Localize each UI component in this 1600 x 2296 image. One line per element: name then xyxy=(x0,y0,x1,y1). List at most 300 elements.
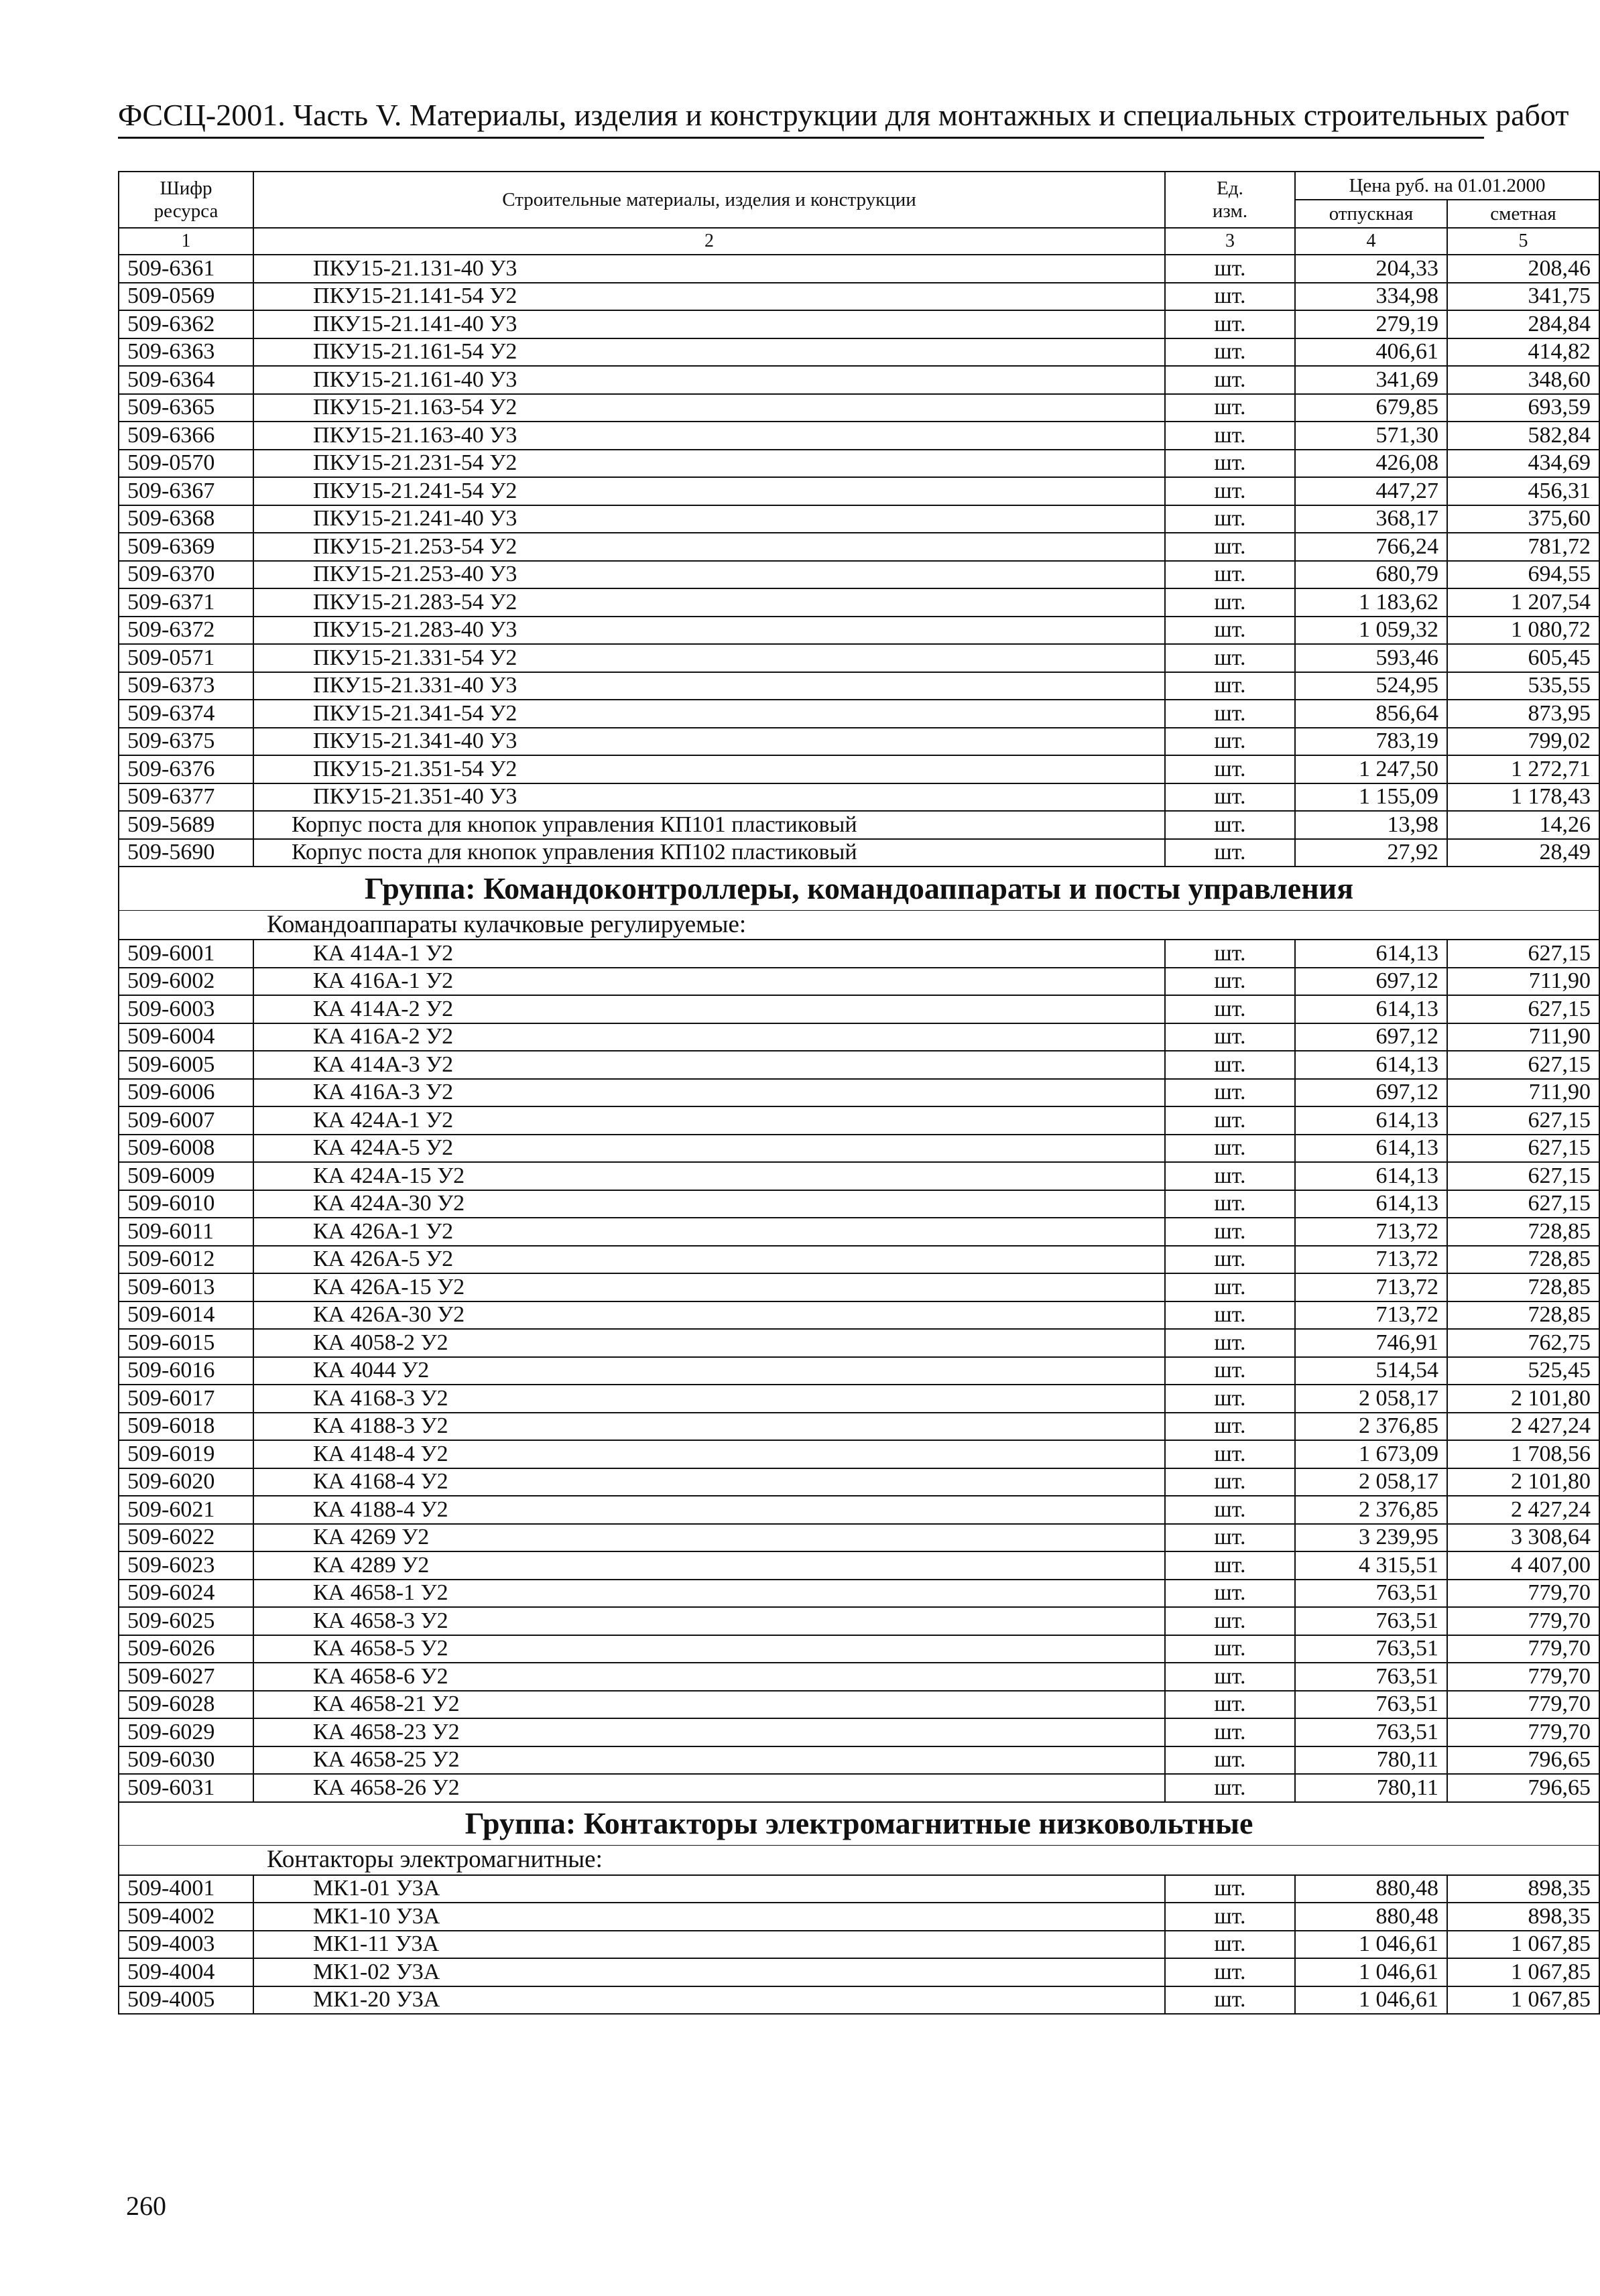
column-number: 3 xyxy=(1165,228,1295,255)
price-release-cell: 2 058,17 xyxy=(1295,1468,1447,1496)
price-release-cell: 614,13 xyxy=(1295,1106,1447,1135)
price-estimate-cell: 627,15 xyxy=(1447,1190,1599,1218)
item-name-cell: ПКУ15-21.331-54 У2 xyxy=(253,644,1165,672)
item-name-cell: КА 426А-5 У2 xyxy=(253,1246,1165,1274)
item-name-cell: МК1-11 У3А xyxy=(253,1931,1165,1959)
price-release-cell: 2 376,85 xyxy=(1295,1413,1447,1441)
resource-code-cell: 509-6372 xyxy=(119,617,253,645)
table-row xyxy=(119,1357,1599,1385)
price-release-cell: 571,30 xyxy=(1295,422,1447,450)
price-release-cell: 763,51 xyxy=(1295,1580,1447,1608)
price-release-cell: 1 673,09 xyxy=(1295,1440,1447,1468)
price-release-cell: 1 046,61 xyxy=(1295,1958,1447,1986)
resource-code-cell: 509-6012 xyxy=(119,1246,253,1274)
item-name-cell: МК1-20 У3А xyxy=(253,1986,1165,2015)
resource-code-cell: 509-6004 xyxy=(119,1023,253,1051)
unit-cell: шт. xyxy=(1165,310,1295,338)
price-estimate-cell: 28,49 xyxy=(1447,839,1599,867)
unit-cell: шт. xyxy=(1165,477,1295,505)
price-estimate-cell: 781,72 xyxy=(1447,533,1599,561)
price-release-cell: 426,08 xyxy=(1295,450,1447,478)
item-name-cell: МК1-10 У3А xyxy=(253,1903,1165,1931)
item-name-cell: КА 4188-4 У2 xyxy=(253,1496,1165,1524)
price-estimate-cell: 728,85 xyxy=(1447,1301,1599,1330)
item-name-cell: ПКУ15-21.163-54 У2 xyxy=(253,394,1165,422)
unit-cell: шт. xyxy=(1165,1079,1295,1107)
item-name-cell: КА 416А-3 У2 xyxy=(253,1079,1165,1107)
unit-cell: шт. xyxy=(1165,1875,1295,1903)
resource-code-cell: 509-6002 xyxy=(119,968,253,996)
unit-cell: шт. xyxy=(1165,968,1295,996)
price-estimate-cell: 779,70 xyxy=(1447,1607,1599,1635)
price-estimate-cell: 1 207,54 xyxy=(1447,588,1599,617)
price-release-cell: 334,98 xyxy=(1295,283,1447,311)
price-estimate-cell: 779,70 xyxy=(1447,1635,1599,1663)
unit-cell: шт. xyxy=(1165,1607,1295,1635)
price-estimate-cell: 1 708,56 xyxy=(1447,1440,1599,1468)
table-row xyxy=(119,1023,1599,1051)
table-row xyxy=(119,1079,1599,1107)
resource-code-cell: 509-6005 xyxy=(119,1051,253,1079)
price-table xyxy=(118,171,1600,2015)
page-header-title: ФССЦ-2001. Часть V. Материалы, изделия и конструкции для монтажных и специальных строительных работ xyxy=(118,98,1569,132)
price-release-cell: 880,48 xyxy=(1295,1875,1447,1903)
price-release-cell: 2 058,17 xyxy=(1295,1385,1447,1413)
table-row xyxy=(119,1580,1599,1608)
column-number: 1 xyxy=(119,228,253,255)
price-estimate-cell: 348,60 xyxy=(1447,366,1599,394)
unit-cell: шт. xyxy=(1165,422,1295,450)
subgroup-heading-row xyxy=(119,1846,1599,1875)
price-release-cell: 593,46 xyxy=(1295,644,1447,672)
resource-code-cell: 509-6009 xyxy=(119,1162,253,1190)
table-row xyxy=(119,1746,1599,1775)
price-release-cell: 763,51 xyxy=(1295,1635,1447,1663)
item-name-cell: ПКУ15-21.141-40 У3 xyxy=(253,310,1165,338)
price-release-cell: 1 183,62 xyxy=(1295,588,1447,617)
resource-code-cell: 509-6031 xyxy=(119,1774,253,1802)
item-name-cell: КА 414А-1 У2 xyxy=(253,940,1165,968)
header-rule xyxy=(118,137,1484,139)
item-name-cell: КА 4658-6 У2 xyxy=(253,1663,1165,1691)
resource-code-cell: 509-6377 xyxy=(119,783,253,812)
item-name-cell: МК1-02 У3А xyxy=(253,1958,1165,1986)
unit-cell: шт. xyxy=(1165,1301,1295,1330)
resource-code-cell: 509-6007 xyxy=(119,1106,253,1135)
price-estimate-cell: 728,85 xyxy=(1447,1246,1599,1274)
price-release-cell: 614,13 xyxy=(1295,995,1447,1023)
resource-code-cell: 509-6017 xyxy=(119,1385,253,1413)
price-release-cell: 697,12 xyxy=(1295,1079,1447,1107)
resource-code-cell: 509-6028 xyxy=(119,1691,253,1719)
item-name-cell: КА 4658-5 У2 xyxy=(253,1635,1165,1663)
column-number: 2 xyxy=(253,228,1165,255)
resource-code-cell: 509-6008 xyxy=(119,1135,253,1163)
table-row xyxy=(119,1986,1599,2015)
unit-cell: шт. xyxy=(1165,811,1295,839)
item-name-cell: ПКУ15-21.241-54 У2 xyxy=(253,477,1165,505)
unit-cell: шт. xyxy=(1165,255,1295,283)
price-release-cell: 614,13 xyxy=(1295,1162,1447,1190)
unit-cell: шт. xyxy=(1165,1246,1295,1274)
resource-code-cell: 509-6015 xyxy=(119,1329,253,1357)
price-release-cell: 1 247,50 xyxy=(1295,755,1447,783)
column-header-price-group: Цена руб. на 01.01.2000 xyxy=(1295,172,1599,200)
price-estimate-cell: 694,55 xyxy=(1447,561,1599,589)
unit-cell: шт. xyxy=(1165,1746,1295,1775)
price-release-cell: 614,13 xyxy=(1295,1135,1447,1163)
item-name-cell: КА 424А-1 У2 xyxy=(253,1106,1165,1135)
resource-code-cell: 509-6001 xyxy=(119,940,253,968)
table-row xyxy=(119,1607,1599,1635)
unit-cell: шт. xyxy=(1165,283,1295,311)
item-name-cell: ПКУ15-21.231-54 У2 xyxy=(253,450,1165,478)
table-row xyxy=(119,839,1599,867)
price-estimate-cell: 796,65 xyxy=(1447,1746,1599,1775)
price-release-cell: 697,12 xyxy=(1295,1023,1447,1051)
resource-code-cell: 509-6023 xyxy=(119,1551,253,1580)
table-row xyxy=(119,1106,1599,1135)
table-row xyxy=(119,394,1599,422)
item-name-cell: КА 4658-23 У2 xyxy=(253,1718,1165,1746)
resource-code-cell: 509-6024 xyxy=(119,1580,253,1608)
price-release-cell: 27,92 xyxy=(1295,839,1447,867)
price-release-cell: 341,69 xyxy=(1295,366,1447,394)
price-estimate-cell: 799,02 xyxy=(1447,728,1599,756)
price-release-cell: 680,79 xyxy=(1295,561,1447,589)
table-row xyxy=(119,588,1599,617)
resource-code-cell: 509-6367 xyxy=(119,477,253,505)
unit-cell: шт. xyxy=(1165,700,1295,728)
item-name-cell: МК1-01 У3А xyxy=(253,1875,1165,1903)
page-number: 260 xyxy=(126,2191,166,2221)
resource-code-cell: 509-6363 xyxy=(119,338,253,367)
resource-code-cell: 509-6029 xyxy=(119,1718,253,1746)
price-estimate-cell: 762,75 xyxy=(1447,1329,1599,1357)
price-estimate-cell: 535,55 xyxy=(1447,672,1599,700)
table-row xyxy=(119,1931,1599,1959)
price-release-cell: 763,51 xyxy=(1295,1663,1447,1691)
price-estimate-cell: 341,75 xyxy=(1447,283,1599,311)
column-header-price-release: отпускная xyxy=(1295,200,1447,228)
item-name-cell: ПКУ15-21.351-54 У2 xyxy=(253,755,1165,783)
item-name-cell: КА 416А-1 У2 xyxy=(253,968,1165,996)
price-release-cell: 1 155,09 xyxy=(1295,783,1447,812)
table-row xyxy=(119,338,1599,367)
table-row xyxy=(119,1440,1599,1468)
item-name-cell: ПКУ15-21.161-54 У2 xyxy=(253,338,1165,367)
price-estimate-cell: 711,90 xyxy=(1447,968,1599,996)
column-header-unit: Ед. изм. xyxy=(1165,172,1295,228)
column-header-price-estimate: сметная xyxy=(1447,200,1599,228)
table-row xyxy=(119,1218,1599,1246)
price-release-cell: 780,11 xyxy=(1295,1746,1447,1775)
unit-cell: шт. xyxy=(1165,1986,1295,2015)
resource-code-cell: 509-6010 xyxy=(119,1190,253,1218)
price-estimate-cell: 728,85 xyxy=(1447,1273,1599,1301)
item-name-cell: КА 4168-3 У2 xyxy=(253,1385,1165,1413)
price-release-cell: 1 046,61 xyxy=(1295,1931,1447,1959)
resource-code-cell: 509-6019 xyxy=(119,1440,253,1468)
unit-cell: шт. xyxy=(1165,1273,1295,1301)
resource-code-cell: 509-6016 xyxy=(119,1357,253,1385)
resource-code-cell: 509-6365 xyxy=(119,394,253,422)
resource-code-cell: 509-6014 xyxy=(119,1301,253,1330)
table-row xyxy=(119,1190,1599,1218)
table-row xyxy=(119,617,1599,645)
price-release-cell: 697,12 xyxy=(1295,968,1447,996)
item-name-cell: КА 4658-21 У2 xyxy=(253,1691,1165,1719)
table-row xyxy=(119,505,1599,533)
unit-cell: шт. xyxy=(1165,1718,1295,1746)
table-row xyxy=(119,310,1599,338)
unit-cell: шт. xyxy=(1165,1440,1295,1468)
item-name-cell: КА 4148-4 У2 xyxy=(253,1440,1165,1468)
table-row xyxy=(119,1663,1599,1691)
price-release-cell: 1 059,32 xyxy=(1295,617,1447,645)
item-name-cell: ПКУ15-21.163-40 У3 xyxy=(253,422,1165,450)
price-estimate-cell: 4 407,00 xyxy=(1447,1551,1599,1580)
unit-cell: шт. xyxy=(1165,617,1295,645)
price-estimate-cell: 2 101,80 xyxy=(1447,1385,1599,1413)
item-name-cell: КА 4188-3 У2 xyxy=(253,1413,1165,1441)
table-body xyxy=(119,255,1599,2014)
unit-cell: шт. xyxy=(1165,783,1295,812)
price-release-cell: 406,61 xyxy=(1295,338,1447,367)
item-name-cell: КА 424А-5 У2 xyxy=(253,1135,1165,1163)
price-estimate-cell: 1 080,72 xyxy=(1447,617,1599,645)
table-row xyxy=(119,995,1599,1023)
price-estimate-cell: 627,15 xyxy=(1447,1162,1599,1190)
price-estimate-cell: 779,70 xyxy=(1447,1663,1599,1691)
price-release-cell: 4 315,51 xyxy=(1295,1551,1447,1580)
resource-code-cell: 509-6364 xyxy=(119,366,253,394)
price-estimate-cell: 2 427,24 xyxy=(1447,1496,1599,1524)
price-release-cell: 713,72 xyxy=(1295,1301,1447,1330)
resource-code-cell: 509-6370 xyxy=(119,561,253,589)
price-release-cell: 763,51 xyxy=(1295,1718,1447,1746)
price-release-cell: 13,98 xyxy=(1295,811,1447,839)
price-estimate-cell: 728,85 xyxy=(1447,1218,1599,1246)
unit-cell: шт. xyxy=(1165,1468,1295,1496)
item-name-cell: ПКУ15-21.341-54 У2 xyxy=(253,700,1165,728)
price-release-cell: 746,91 xyxy=(1295,1329,1447,1357)
table-row xyxy=(119,1774,1599,1802)
price-estimate-cell: 779,70 xyxy=(1447,1718,1599,1746)
resource-code-cell: 509-6020 xyxy=(119,1468,253,1496)
price-estimate-cell: 414,82 xyxy=(1447,338,1599,367)
price-estimate-cell: 456,31 xyxy=(1447,477,1599,505)
table-row xyxy=(119,255,1599,283)
resource-code-cell: 509-6003 xyxy=(119,995,253,1023)
unit-cell: шт. xyxy=(1165,1663,1295,1691)
resource-code-cell: 509-6006 xyxy=(119,1079,253,1107)
table-row xyxy=(119,422,1599,450)
table-row xyxy=(119,755,1599,783)
item-name-cell: КА 416А-2 У2 xyxy=(253,1023,1165,1051)
resource-code-cell: 509-4005 xyxy=(119,1986,253,2015)
price-estimate-cell: 1 178,43 xyxy=(1447,783,1599,812)
unit-cell: шт. xyxy=(1165,366,1295,394)
price-estimate-cell: 711,90 xyxy=(1447,1023,1599,1051)
price-estimate-cell: 375,60 xyxy=(1447,505,1599,533)
table-row xyxy=(119,700,1599,728)
resource-code-cell: 509-0569 xyxy=(119,283,253,311)
column-header-code: Шифр ресурса xyxy=(119,172,253,228)
resource-code-cell: 509-6361 xyxy=(119,255,253,283)
price-release-cell: 614,13 xyxy=(1295,1190,1447,1218)
price-estimate-cell: 605,45 xyxy=(1447,644,1599,672)
table-row xyxy=(119,811,1599,839)
price-estimate-cell: 873,95 xyxy=(1447,700,1599,728)
table-row xyxy=(119,1413,1599,1441)
resource-code-cell: 509-6368 xyxy=(119,505,253,533)
unit-cell: шт. xyxy=(1165,728,1295,756)
resource-code-cell: 509-4002 xyxy=(119,1903,253,1931)
unit-cell: шт. xyxy=(1165,1903,1295,1931)
resource-code-cell: 509-6026 xyxy=(119,1635,253,1663)
table-row xyxy=(119,561,1599,589)
price-estimate-cell: 2 101,80 xyxy=(1447,1468,1599,1496)
price-release-cell: 679,85 xyxy=(1295,394,1447,422)
resource-code-cell: 509-0571 xyxy=(119,644,253,672)
unit-cell: шт. xyxy=(1165,672,1295,700)
unit-cell: шт. xyxy=(1165,1329,1295,1357)
unit-cell: шт. xyxy=(1165,1413,1295,1441)
table-row xyxy=(119,450,1599,478)
resource-code-cell: 509-4003 xyxy=(119,1931,253,1959)
price-estimate-cell: 1 067,85 xyxy=(1447,1931,1599,1959)
table-row xyxy=(119,1301,1599,1330)
unit-cell: шт. xyxy=(1165,1023,1295,1051)
resource-code-cell: 509-5689 xyxy=(119,811,253,839)
price-release-cell: 524,95 xyxy=(1295,672,1447,700)
unit-cell: шт. xyxy=(1165,1958,1295,1986)
item-name-cell: КА 426А-30 У2 xyxy=(253,1301,1165,1330)
item-name-cell: КА 426А-1 У2 xyxy=(253,1218,1165,1246)
price-release-cell: 713,72 xyxy=(1295,1218,1447,1246)
item-name-cell: КА 414А-3 У2 xyxy=(253,1051,1165,1079)
item-name-cell: ПКУ15-21.331-40 У3 xyxy=(253,672,1165,700)
item-name-cell: КА 424А-30 У2 xyxy=(253,1190,1165,1218)
unit-cell: шт. xyxy=(1165,1635,1295,1663)
unit-cell: шт. xyxy=(1165,1551,1295,1580)
item-name-cell: КА 4658-3 У2 xyxy=(253,1607,1165,1635)
table-row xyxy=(119,728,1599,756)
unit-cell: шт. xyxy=(1165,338,1295,367)
price-estimate-cell: 627,15 xyxy=(1447,995,1599,1023)
subgroup-heading: Командоаппараты кулачковые регулируемые: xyxy=(119,910,1599,940)
table-row xyxy=(119,1135,1599,1163)
item-name-cell: КА 414А-2 У2 xyxy=(253,995,1165,1023)
item-name-cell: КА 4044 У2 xyxy=(253,1357,1165,1385)
price-estimate-cell: 693,59 xyxy=(1447,394,1599,422)
item-name-cell: ПКУ15-21.341-40 У3 xyxy=(253,728,1165,756)
table-row xyxy=(119,1903,1599,1931)
price-release-cell: 514,54 xyxy=(1295,1357,1447,1385)
price-estimate-cell: 627,15 xyxy=(1447,940,1599,968)
price-estimate-cell: 898,35 xyxy=(1447,1875,1599,1903)
resource-code-cell: 509-6376 xyxy=(119,755,253,783)
price-release-cell: 1 046,61 xyxy=(1295,1986,1447,2015)
unit-cell: шт. xyxy=(1165,839,1295,867)
price-estimate-cell: 208,46 xyxy=(1447,255,1599,283)
unit-cell: шт. xyxy=(1165,588,1295,617)
unit-cell: шт. xyxy=(1165,1357,1295,1385)
table-row xyxy=(119,1875,1599,1903)
item-name-cell: ПКУ15-21.141-54 У2 xyxy=(253,283,1165,311)
unit-cell: шт. xyxy=(1165,561,1295,589)
table-row xyxy=(119,1635,1599,1663)
unit-cell: шт. xyxy=(1165,995,1295,1023)
price-estimate-cell: 779,70 xyxy=(1447,1691,1599,1719)
resource-code-cell: 509-6366 xyxy=(119,422,253,450)
resource-code-cell: 509-6018 xyxy=(119,1413,253,1441)
unit-cell: шт. xyxy=(1165,1774,1295,1802)
table-row xyxy=(119,940,1599,968)
table-row xyxy=(119,783,1599,812)
subgroup-heading: Контакторы электромагнитные: xyxy=(119,1846,1599,1875)
table-row xyxy=(119,533,1599,561)
price-release-cell: 204,33 xyxy=(1295,255,1447,283)
item-name-cell: ПКУ15-21.351-40 У3 xyxy=(253,783,1165,812)
price-estimate-cell: 711,90 xyxy=(1447,1079,1599,1107)
unit-cell: шт. xyxy=(1165,1190,1295,1218)
resource-code-cell: 509-6371 xyxy=(119,588,253,617)
price-release-cell: 766,24 xyxy=(1295,533,1447,561)
resource-code-cell: 509-6025 xyxy=(119,1607,253,1635)
price-release-cell: 614,13 xyxy=(1295,1051,1447,1079)
table-row xyxy=(119,1385,1599,1413)
price-release-cell: 780,11 xyxy=(1295,1774,1447,1802)
item-name-cell: ПКУ15-21.241-40 У3 xyxy=(253,505,1165,533)
price-estimate-cell: 284,84 xyxy=(1447,310,1599,338)
table-row xyxy=(119,1958,1599,1986)
price-estimate-cell: 525,45 xyxy=(1447,1357,1599,1385)
price-estimate-cell: 627,15 xyxy=(1447,1106,1599,1135)
resource-code-cell: 509-6027 xyxy=(119,1663,253,1691)
resource-code-cell: 509-6021 xyxy=(119,1496,253,1524)
price-estimate-cell: 627,15 xyxy=(1447,1051,1599,1079)
item-name-cell: КА 4269 У2 xyxy=(253,1524,1165,1552)
price-estimate-cell: 14,26 xyxy=(1447,811,1599,839)
table-row xyxy=(119,1162,1599,1190)
price-estimate-cell: 1 067,85 xyxy=(1447,1986,1599,2015)
table-row xyxy=(119,1718,1599,1746)
item-name-cell: КА 4289 У2 xyxy=(253,1551,1165,1580)
price-release-cell: 3 239,95 xyxy=(1295,1524,1447,1552)
item-name-cell: ПКУ15-21.253-40 У3 xyxy=(253,561,1165,589)
column-header-name: Строительные материалы, изделия и конструкции xyxy=(253,172,1165,228)
item-name-cell: ПКУ15-21.253-54 У2 xyxy=(253,533,1165,561)
table-row xyxy=(119,1524,1599,1552)
unit-cell: шт. xyxy=(1165,394,1295,422)
price-estimate-cell: 434,69 xyxy=(1447,450,1599,478)
resource-code-cell: 509-6013 xyxy=(119,1273,253,1301)
price-release-cell: 614,13 xyxy=(1295,940,1447,968)
unit-cell: шт. xyxy=(1165,1524,1295,1552)
price-estimate-cell: 796,65 xyxy=(1447,1774,1599,1802)
price-release-cell: 279,19 xyxy=(1295,310,1447,338)
unit-cell: шт. xyxy=(1165,755,1295,783)
price-release-cell: 763,51 xyxy=(1295,1691,1447,1719)
table-row xyxy=(119,1468,1599,1496)
item-name-cell: КА 4168-4 У2 xyxy=(253,1468,1165,1496)
item-name-cell: КА 4058-2 У2 xyxy=(253,1329,1165,1357)
item-name-cell: ПКУ15-21.131-40 У3 xyxy=(253,255,1165,283)
resource-code-cell: 509-4001 xyxy=(119,1875,253,1903)
item-name-cell: ПКУ15-21.283-54 У2 xyxy=(253,588,1165,617)
